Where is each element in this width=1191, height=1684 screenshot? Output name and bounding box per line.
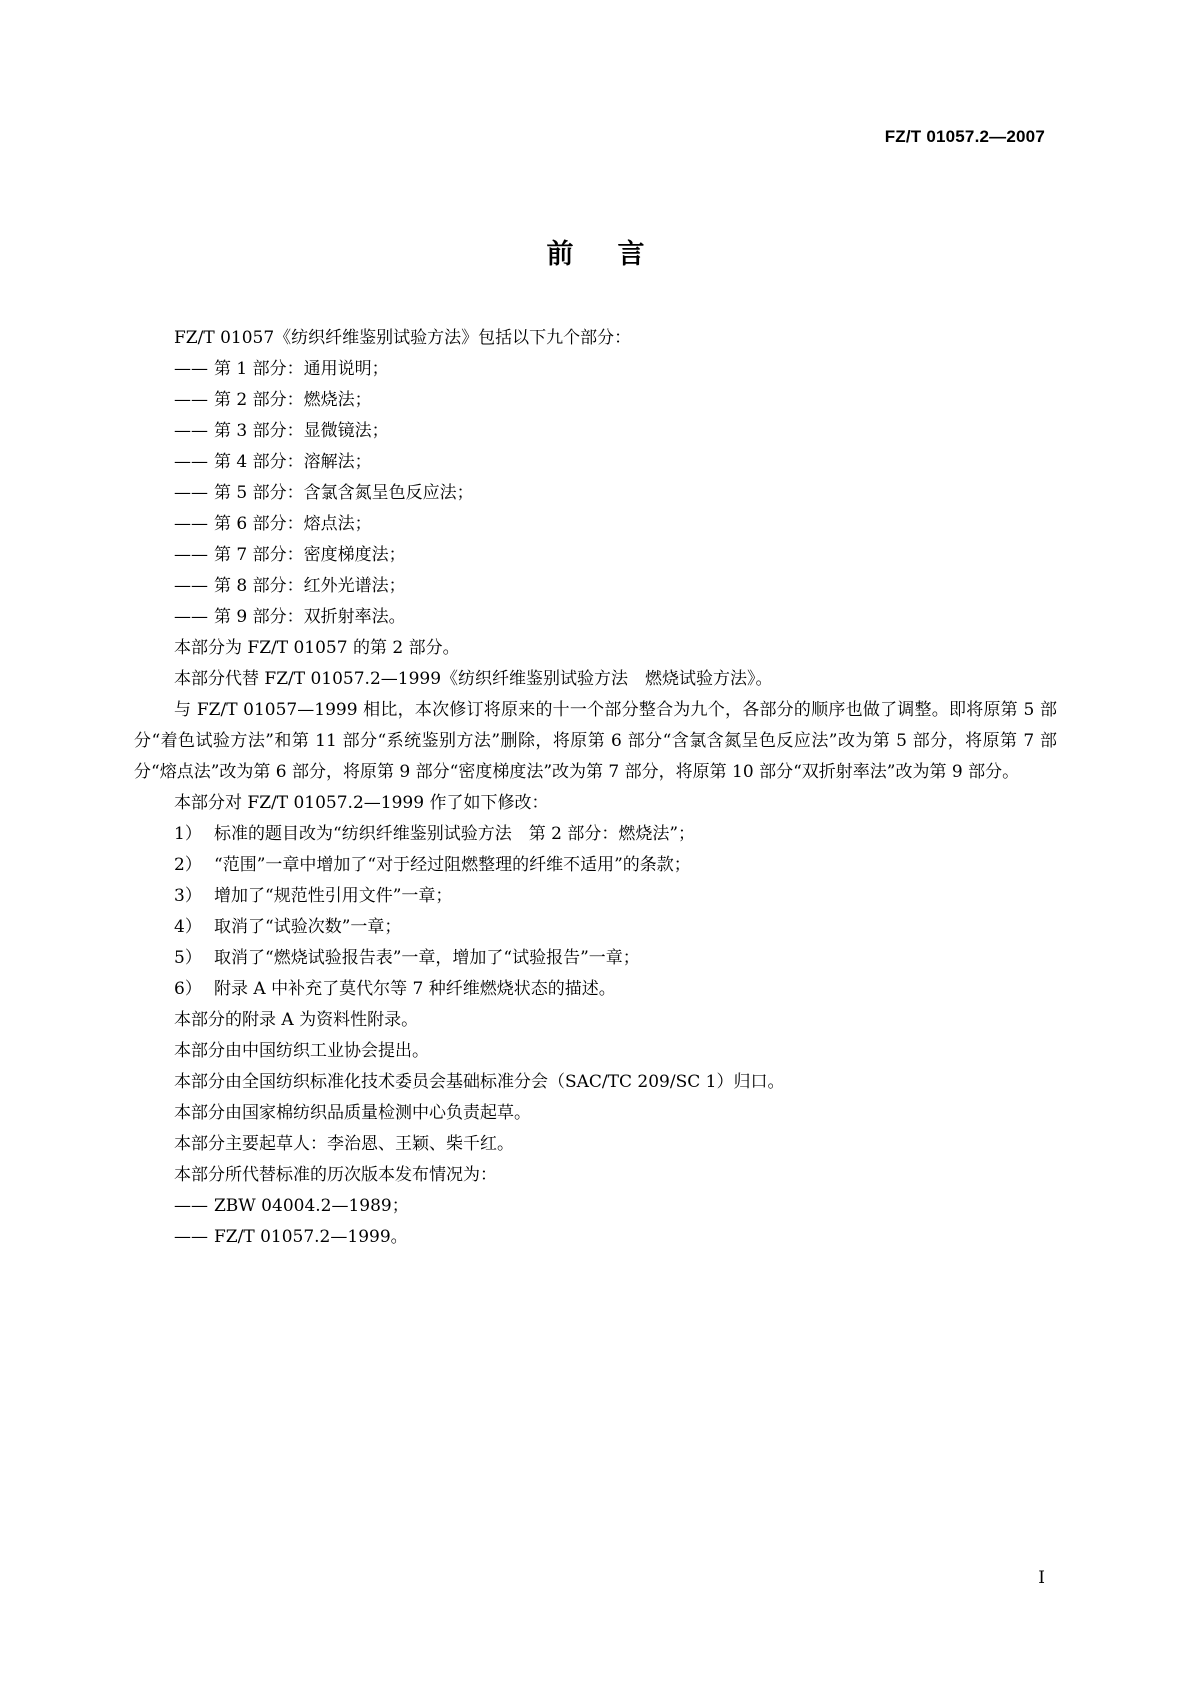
changes-intro-paragraph: 本部分对 FZ/T 01057.2—1999 作了如下修改： (174, 793, 549, 813)
change-item: 3） 增加了“规范性引用文件”一章； (174, 886, 453, 906)
history-item: —— ZBW 04004.2—1989； (174, 1196, 409, 1216)
list-item: —— 第 7 部分：密度梯度法； (174, 545, 406, 565)
list-item: —— 第 9 部分：双折射率法。 (174, 607, 406, 627)
foreword-body (134, 323, 1057, 1253)
list-item: —— 第 1 部分：通用说明； (174, 359, 389, 379)
list-item: —— 第 3 部分：显微镜法； (174, 421, 389, 441)
part-of-paragraph: 本部分为 FZ/T 01057 的第 2 部分。 (174, 638, 460, 658)
intro-paragraph: FZ/T 01057《纺织纤维鉴别试验方法》包括以下九个部分： (174, 328, 632, 348)
proposed-paragraph: 本部分由中国纺织工业协会提出。 (174, 1041, 429, 1061)
history-intro-paragraph: 本部分所代替标准的历次版本发布情况为： (174, 1165, 497, 1185)
change-item: 1） 标准的题目改为“纺织纤维鉴别试验方法 第 2 部分：燃烧法”； (174, 824, 696, 844)
drafters-paragraph: 本部分主要起草人：李治恩、王颖、柴千红。 (174, 1134, 514, 1154)
page-number: I (1038, 1568, 1045, 1588)
drafted-paragraph: 本部分由国家棉纺织品质量检测中心负责起草。 (174, 1103, 531, 1123)
change-item: 4） 取消了“试验次数”一章； (174, 917, 402, 937)
change-item: 6） 附录 A 中补充了莫代尔等 7 种纤维燃烧状态的描述。 (174, 979, 616, 999)
annex-paragraph: 本部分的附录 A 为资料性附录。 (174, 1010, 419, 1030)
centralized-paragraph: 本部分由全国纺织标准化技术委员会基础标准分会（SAC/TC 209/SC 1）归口。 (174, 1072, 785, 1092)
page-title: 前言 (546, 239, 689, 270)
replaces-paragraph: 本部分代替 FZ/T 01057.2—1999《纺织纤维鉴别试验方法 燃烧试验方法》。 (174, 669, 773, 689)
change-item: 5） 取消了“燃烧试验报告表”一章，增加了“试验报告”一章； (174, 948, 640, 968)
list-item: —— 第 4 部分：溶解法； (174, 452, 372, 472)
list-item: —— 第 6 部分：熔点法； (174, 514, 372, 534)
history-item: —— FZ/T 01057.2—1999。 (174, 1227, 408, 1247)
list-item: —— 第 5 部分：含氯含氮呈色反应法； (174, 483, 474, 503)
comparison-paragraph: 与 FZ/T 01057—1999 相比，本次修订将原来的十一个部分整合为九个，各部分的顺序也做了调整。即将原第 5 部分“着色试验方法”和第 11 部分“系统鉴别方法”删除，将原第 6 部分“含氯含氮呈色反应法”改为第 5 部分，将原第 7 部分“熔点法”改为第 6 部分，将原第 9 部分“密度梯度法”改为第 7 部分，将原第 10 部分“双折射率法”改为第 9 部分。 (134, 700, 1057, 782)
list-item: —— 第 2 部分：燃烧法； (174, 390, 372, 410)
change-item: 2） “范围”一章中增加了“对于经过阻燃整理的纤维不适用”的条款； (174, 855, 691, 875)
standard-number: FZ/T 01057.2—2007 (884, 127, 1045, 146)
list-item: —— 第 8 部分：红外光谱法； (174, 576, 406, 596)
